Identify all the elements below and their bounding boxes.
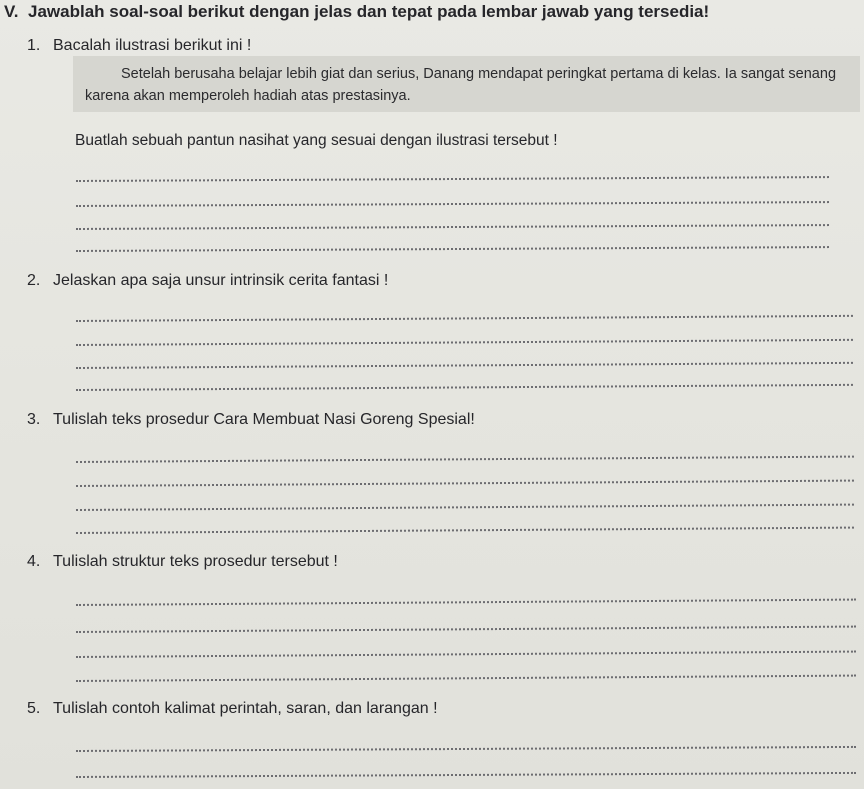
illustration-story: Setelah berusaha belajar lebih giat dan serius, Danang mendapat peringkat pertama di kelas. Ia sangat senang karena akan memperoleh hadiah atas prestasinya. bbox=[85, 66, 837, 104]
answer-line[interactable] bbox=[76, 201, 829, 207]
answer-line[interactable] bbox=[76, 599, 856, 606]
illustration-box bbox=[73, 56, 860, 112]
question-text: Tulislah contoh kalimat perintah, saran, dan larangan ! bbox=[53, 700, 438, 717]
answer-line[interactable] bbox=[76, 651, 856, 658]
answer-line[interactable] bbox=[76, 675, 856, 682]
question-number: 5. bbox=[27, 700, 41, 717]
answer-line[interactable] bbox=[76, 224, 829, 230]
answer-line[interactable] bbox=[76, 176, 829, 182]
answer-line[interactable] bbox=[76, 504, 854, 511]
question-number: 4. bbox=[27, 553, 41, 570]
answer-line[interactable] bbox=[76, 384, 853, 391]
question-1-instruction: Buatlah sebuah pantun nasihat yang sesuai dengan ilustrasi tersebut ! bbox=[75, 132, 558, 149]
answer-line[interactable] bbox=[76, 456, 854, 463]
question-text: Tulislah teks prosedur Cara Membuat Nasi Goreng Spesial! bbox=[53, 411, 475, 428]
answer-line[interactable] bbox=[76, 246, 829, 252]
question-number: 2. bbox=[27, 272, 41, 289]
section-heading bbox=[4, 2, 860, 22]
question-2 bbox=[27, 272, 388, 290]
answer-line[interactable] bbox=[76, 527, 854, 534]
answer-line[interactable] bbox=[76, 315, 853, 322]
question-4 bbox=[27, 553, 338, 571]
question-number: 3. bbox=[27, 411, 41, 428]
question-1 bbox=[27, 37, 251, 55]
question-text: Tulislah struktur teks prosedur tersebut ! bbox=[53, 553, 338, 570]
answer-line[interactable] bbox=[76, 480, 854, 487]
answer-line[interactable] bbox=[76, 626, 856, 633]
answer-line[interactable] bbox=[76, 772, 856, 778]
answer-line[interactable] bbox=[76, 362, 853, 369]
question-3 bbox=[27, 411, 475, 429]
answer-line[interactable] bbox=[76, 746, 856, 752]
illustration-text bbox=[85, 63, 855, 107]
section-number: V. bbox=[4, 2, 19, 21]
question-number: 1. bbox=[27, 37, 41, 54]
answer-line[interactable] bbox=[76, 339, 853, 346]
question-text: Bacalah ilustrasi berikut ini ! bbox=[53, 37, 252, 54]
question-text: Jelaskan apa saja unsur intrinsik cerita fantasi ! bbox=[53, 272, 389, 289]
section-title: Jawablah soal-soal berikut dengan jelas dan tepat pada lembar jawab yang tersedia! bbox=[28, 2, 710, 21]
question-5 bbox=[27, 700, 438, 718]
